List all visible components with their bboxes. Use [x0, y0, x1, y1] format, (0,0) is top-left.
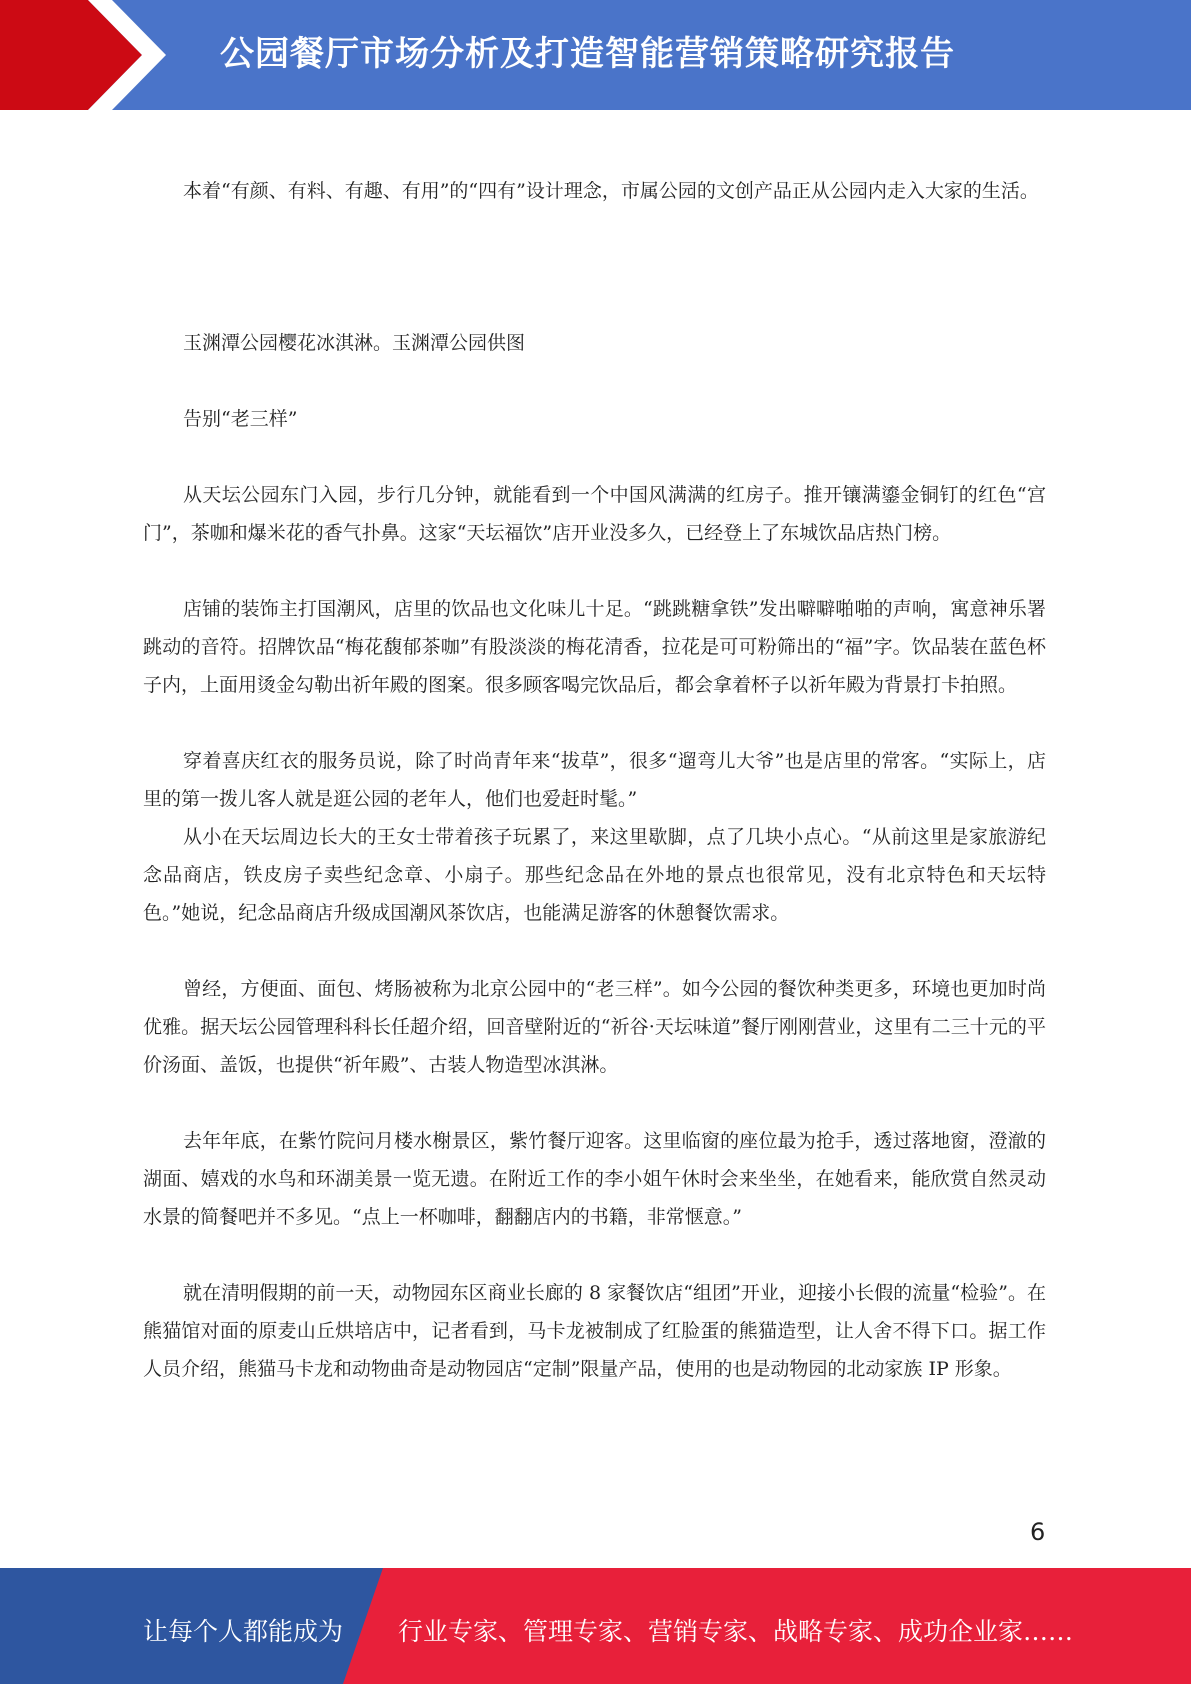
paragraph: 去年年底，在紫竹院问月楼水榭景区，紫竹餐厅迎客。这里临窗的座位最为抢手，透过落地窗，澄澈的湖面、嬉戏的水鸟和环湖美景一览无遗。在附近工作的李小姐午休时会来坐坐，在她看来，能欣赏自然灵动水景的简餐吧并不多见。“点上一杯咖啡，翻翻店内的书籍，非常惬意。” [143, 1130, 1046, 1228]
footer-slogan-right: 行业专家、管理专家、营销专家、战略专家、成功企业家…… [398, 1617, 1074, 1646]
paragraph: 从天坛公园东门入园，步行几分钟，就能看到一个中国风满满的红房子。推开镶满鎏金铜钉的红色“宫门”，茶咖和爆米花的香气扑鼻。这家“天坛福饮”店开业没多久，已经登上了东城饮品店热门榜。 [143, 484, 1046, 544]
article-body [143, 172, 1046, 1388]
footer-slogan-left: 让每个人都能成为 [143, 1617, 344, 1646]
paragraph: 曾经，方便面、面包、烤肠被称为北京公园中的“老三样”。如今公园的餐饮种类更多，环境也更加时尚优雅。据天坛公园管理科科长任超介绍，回音壁附近的“祈谷·天坛味道”餐厅刚刚营业，这里有二三十元的平价汤面、盖饭，也提供“祈年殿”、古装人物造型冰淇淋。 [143, 978, 1046, 1076]
paragraph: 就在清明假期的前一天，动物园东区商业长廊的 8 家餐饮店“组团”开业，迎接小长假的流量“检验”。在熊猫馆对面的原麦山丘烘培店中，记者看到，马卡龙被制成了红脸蛋的熊猫造型，让人舍不得下口。据工作人员介绍，熊猫马卡龙和动物曲奇是动物园店“定制”限量产品，使用的也是动物园的北动家族 IP 形象。 [143, 1282, 1046, 1380]
image-caption: 玉渊潭公园樱花冰淇淋。玉渊潭公园供图 [183, 332, 526, 354]
paragraph: 店铺的装饰主打国潮风，店里的饮品也文化味儿十足。“跳跳糖拿铁”发出噼噼啪啪的声响，寓意神乐署跳动的音符。招牌饮品“梅花馥郁茶咖”有股淡淡的梅花清香，拉花是可可粉筛出的“福”字。饮品装在蓝色杯子内，上面用烫金勾勒出祈年殿的图案。很多顾客喝完饮品后，都会拿着杯子以祈年殿为背景打卡拍照。 [143, 598, 1046, 696]
section-heading: 告别“老三样” [183, 408, 298, 430]
paragraph: 从小在天坛周边长大的王女士带着孩子玩累了，来这里歇脚，点了几块小点心。“从前这里是家旅游纪念品商店，铁皮房子卖些纪念章、小扇子。那些纪念品在外地的景点也很常见，没有北京特色和天坛特色。”她说，纪念品商店升级成国潮风茶饮店，也能满足游客的休憩餐饮需求。 [143, 826, 1046, 924]
header-banner [0, 0, 1191, 110]
page-number: 6 [1030, 1518, 1046, 1546]
report-title: 公园餐厅市场分析及打造智能营销策略研究报告 [220, 34, 955, 74]
paragraph: 本着“有颜、有料、有趣、有用”的“四有”设计理念，市属公园的文创产品正从公园内走入大家的生活。 [183, 180, 1039, 202]
paragraph: 穿着喜庆红衣的服务员说，除了时尚青年来“拔草”，很多“遛弯儿大爷”也是店里的常客。“实际上，店里的第一拨儿客人就是逛公园的老年人，他们也爱赶时髦。” [143, 750, 1046, 810]
footer-banner [0, 1568, 1191, 1684]
